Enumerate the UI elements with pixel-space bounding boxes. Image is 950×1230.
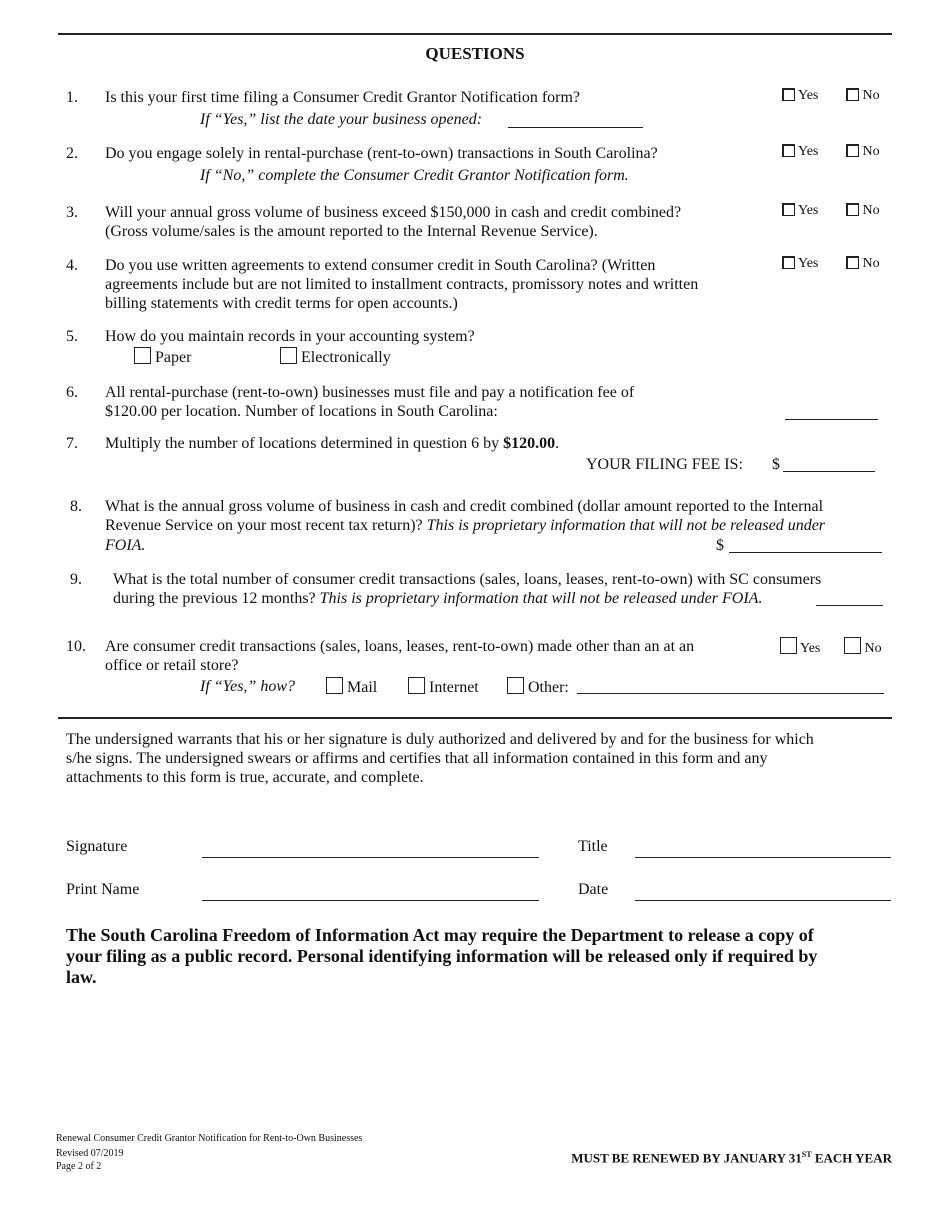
- q9-text-line1: What is the total number of consumer credit transactions (sales, loans, leases, rent-to-own) with SC consumers: [113, 571, 822, 588]
- q2-no-checkbox[interactable]: [846, 144, 859, 157]
- q10-internet-option[interactable]: Internet: [408, 677, 479, 697]
- q10-yes-option[interactable]: Yes: [780, 637, 820, 657]
- print-name-label: Print Name: [66, 881, 140, 898]
- title-label: Title: [578, 838, 608, 855]
- q8-dollar-sign: $: [716, 537, 724, 554]
- q3-yes-checkbox[interactable]: [782, 203, 795, 216]
- q2-subtext: If “No,” complete the Consumer Credit Grantor Notification form.: [200, 167, 629, 184]
- footer-renewal-notice: MUST BE RENEWED BY JANUARY 31ST EACH YEAR: [571, 1150, 892, 1166]
- q2-number: 2.: [66, 145, 78, 162]
- title-field[interactable]: [635, 857, 891, 858]
- foia-notice-line3: law.: [66, 967, 97, 987]
- certification-line3: attachments to this form is true, accurate, and complete.: [66, 769, 424, 786]
- q10-no-option[interactable]: No: [844, 637, 882, 657]
- q10-mail-option[interactable]: Mail: [326, 677, 377, 697]
- q5-electronic-checkbox[interactable]: [280, 347, 297, 364]
- q1-yes-checkbox[interactable]: [782, 88, 795, 101]
- print-name-field[interactable]: [202, 900, 539, 901]
- q3-yes-option[interactable]: Yes: [782, 203, 818, 219]
- q10-no-checkbox[interactable]: [844, 637, 861, 654]
- q6-text-line1: All rental-purchase (rent-to-own) businesses must file and pay a notification fee of: [105, 384, 635, 401]
- q1-no-checkbox[interactable]: [846, 88, 859, 101]
- q7-dollar-sign: $: [772, 456, 780, 473]
- section-heading: QUESTIONS: [425, 44, 525, 63]
- q5-number: 5.: [66, 328, 78, 345]
- q1-subtext: If “Yes,” list the date your business opened:: [200, 111, 483, 128]
- q8-text-line3: FOIA.: [105, 537, 146, 554]
- foia-notice-line2: your filing as a public record. Personal identifying information will be released only if required by: [66, 946, 818, 966]
- q1-yes-option[interactable]: Yes: [782, 88, 818, 104]
- certification-line1: The undersigned warrants that his or her signature is duly authorized and delivered by and for the business for which: [66, 731, 814, 748]
- q1-date-field[interactable]: [508, 127, 643, 128]
- q3-no-checkbox[interactable]: [846, 203, 859, 216]
- q3-text-line1: Will your annual gross volume of business exceed $150,000 in cash and credit combined?: [105, 204, 682, 221]
- q3-no-option[interactable]: No: [846, 203, 880, 219]
- q4-no-checkbox[interactable]: [846, 256, 859, 269]
- q10-other-field[interactable]: [577, 693, 884, 694]
- q2-text: Do you engage solely in rental-purchase (rent-to-own) transactions in South Carolina?: [105, 145, 658, 162]
- date-label: Date: [578, 881, 609, 898]
- q4-number: 4.: [66, 257, 78, 274]
- footer-page-number: Page 2 of 2: [56, 1161, 102, 1172]
- q7-fee-field[interactable]: [783, 471, 875, 472]
- q5-paper-checkbox[interactable]: [134, 347, 151, 364]
- q9-count-field[interactable]: [816, 605, 883, 606]
- certification-divider: [58, 717, 892, 719]
- q4-yes-option[interactable]: Yes: [782, 256, 818, 272]
- q1-number: 1.: [66, 89, 78, 106]
- q2-no-option[interactable]: No: [846, 144, 880, 160]
- q6-locations-field[interactable]: [785, 419, 878, 420]
- q4-yes-checkbox[interactable]: [782, 256, 795, 269]
- q8-text-line2: Revenue Service on your most recent tax return)? This is proprietary information that will not be released under: [105, 517, 826, 534]
- q3-number: 3.: [66, 204, 78, 221]
- q8-number: 8.: [70, 498, 82, 515]
- q5-electronic-option[interactable]: Electronically: [280, 347, 391, 367]
- q7-number: 7.: [66, 435, 78, 452]
- q7-text: Multiply the number of locations determined in question 6 by $120.00.: [105, 435, 560, 452]
- signature-label: Signature: [66, 838, 128, 855]
- q6-text-line2: $120.00 per location. Number of locations in South Carolina:: [105, 403, 498, 420]
- q7-fee-label: YOUR FILING FEE IS:: [586, 456, 743, 473]
- q8-text-line1: What is the annual gross volume of business in cash and credit combined (dollar amount reported to the Internal: [105, 498, 824, 515]
- q9-number: 9.: [70, 571, 82, 588]
- certification-line2: s/he signs. The undersigned swears or affirms and certifies that all information contained in this form and any: [66, 750, 768, 767]
- q10-internet-checkbox[interactable]: [408, 677, 425, 694]
- q5-text: How do you maintain records in your accounting system?: [105, 328, 475, 345]
- q10-text-line1: Are consumer credit transactions (sales, loans, leases, rent-to-own) made other than an at an: [105, 638, 695, 655]
- foia-notice-line1: The South Carolina Freedom of Information Act may require the Department to release a copy of: [66, 925, 814, 945]
- footer-revised: Revised 07/2019: [56, 1148, 124, 1159]
- footer-form-name: Renewal Consumer Credit Grantor Notification for Rent-to-Own Businesses: [56, 1133, 363, 1144]
- q4-text-line3: billing statements with credit terms for open accounts.): [105, 295, 458, 312]
- q4-text-line1: Do you use written agreements to extend consumer credit in South Carolina? (Written: [105, 257, 656, 274]
- q10-text-line2: office or retail store?: [105, 657, 239, 674]
- q1-text: Is this your first time filing a Consumer Credit Grantor Notification form?: [105, 89, 581, 106]
- q9-text-line2: during the previous 12 months? This is proprietary information that will not be released under FOIA.: [113, 590, 763, 607]
- q4-no-option[interactable]: No: [846, 256, 880, 272]
- q10-how-label: If “Yes,” how?: [200, 678, 295, 695]
- q2-yes-option[interactable]: Yes: [782, 144, 818, 160]
- q10-number: 10.: [66, 638, 86, 655]
- q6-number: 6.: [66, 384, 78, 401]
- signature-field[interactable]: [202, 857, 539, 858]
- q2-yes-checkbox[interactable]: [782, 144, 795, 157]
- q10-mail-checkbox[interactable]: [326, 677, 343, 694]
- q5-paper-option[interactable]: Paper: [134, 347, 191, 367]
- q1-no-option[interactable]: No: [846, 88, 880, 104]
- q4-text-line2: agreements include but are not limited to installment contracts, promissory notes and written: [105, 276, 699, 293]
- top-divider: [58, 33, 892, 35]
- q3-text-line2: (Gross volume/sales is the amount reported to the Internal Revenue Service).: [105, 223, 598, 240]
- q8-amount-field[interactable]: [729, 552, 882, 553]
- date-field[interactable]: [635, 900, 891, 901]
- q10-yes-checkbox[interactable]: [780, 637, 797, 654]
- q10-other-checkbox[interactable]: [507, 677, 524, 694]
- q10-other-option[interactable]: Other:: [507, 677, 569, 697]
